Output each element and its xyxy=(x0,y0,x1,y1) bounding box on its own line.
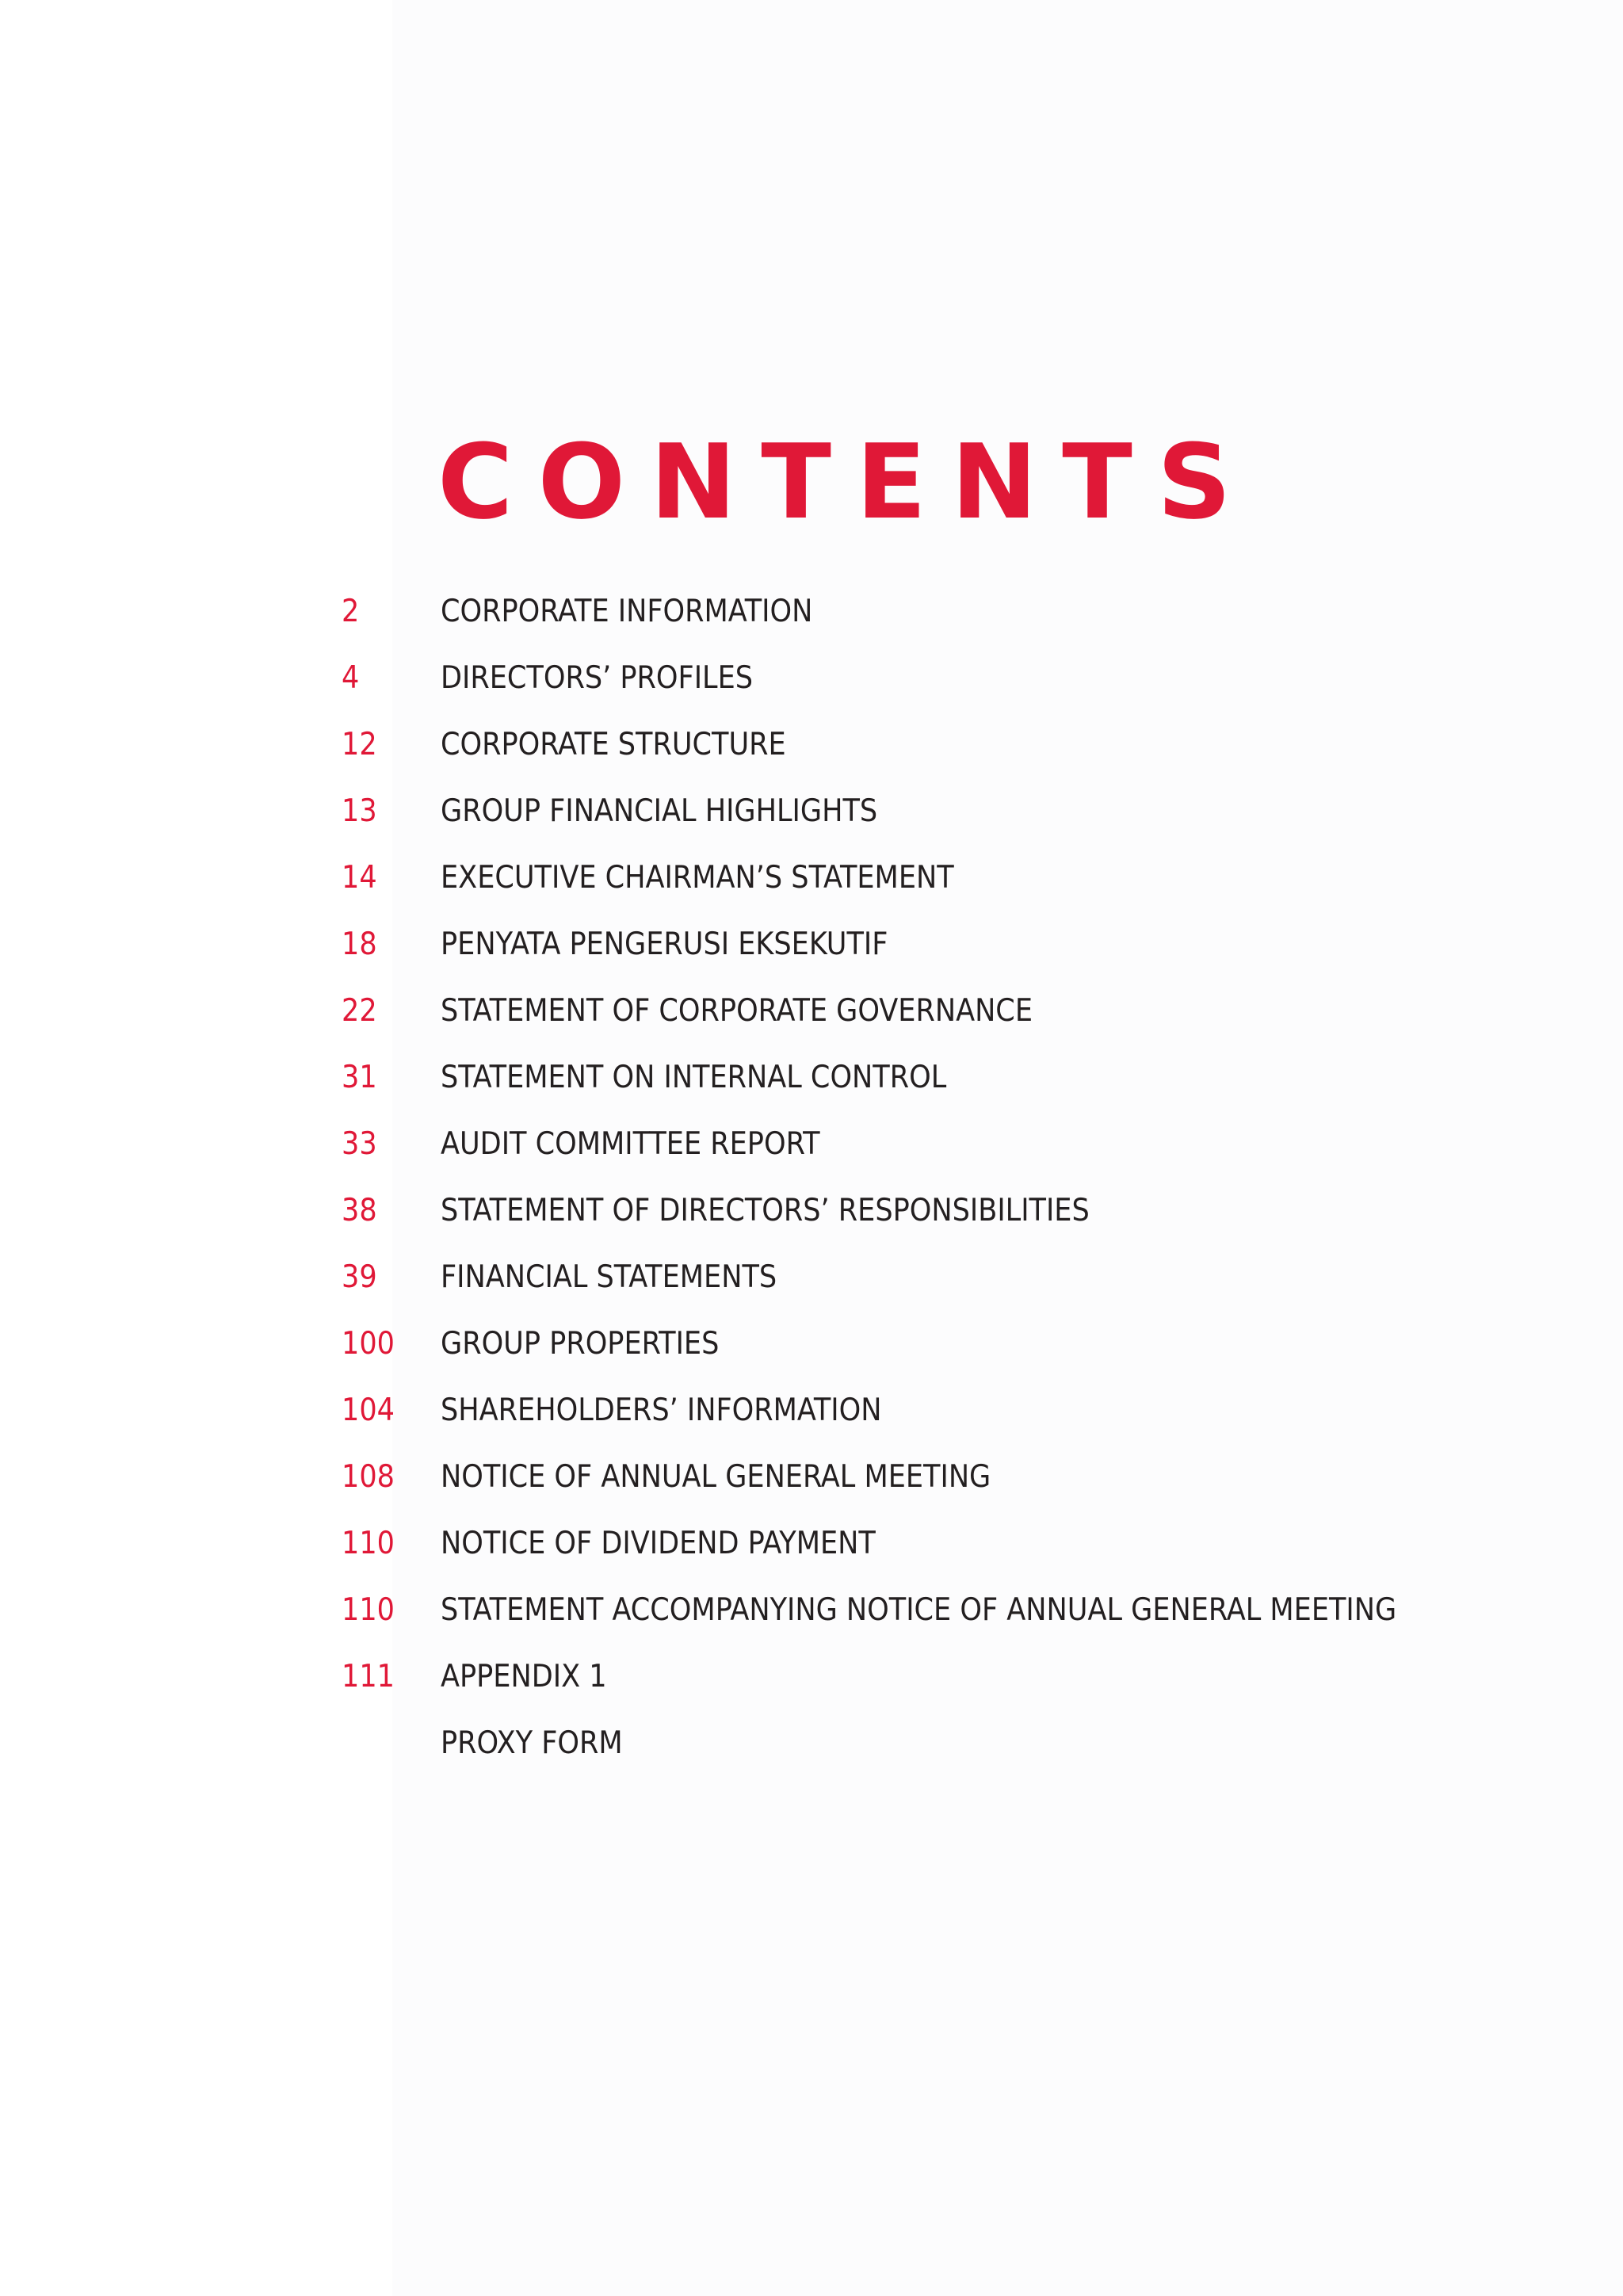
toc-entry[interactable] xyxy=(0,712,1623,778)
toc-entry[interactable] xyxy=(0,1045,1623,1111)
toc-entry-title: GROUP PROPERTIES xyxy=(441,1326,720,1362)
toc-page-number: 38 xyxy=(342,1193,377,1228)
toc-entry-title: NOTICE OF DIVIDEND PAYMENT xyxy=(441,1526,876,1561)
toc-page-number: 18 xyxy=(342,926,377,962)
toc-page-number: 39 xyxy=(342,1259,377,1295)
toc-page-number: 22 xyxy=(342,993,377,1029)
toc-entry-title: STATEMENT ACCOMPANYING NOTICE OF ANNUAL GENERAL MEETING xyxy=(441,1592,1397,1628)
toc-entry-title: APPENDIX 1 xyxy=(441,1659,607,1694)
toc-entry[interactable] xyxy=(0,645,1623,712)
toc-entry[interactable] xyxy=(0,1244,1623,1311)
toc-page-number: 108 xyxy=(342,1459,395,1495)
toc-entry-title: FINANCIAL STATEMENTS xyxy=(441,1259,777,1295)
toc-entry-title: STATEMENT ON INTERNAL CONTROL xyxy=(441,1060,947,1095)
toc-page-number: 111 xyxy=(342,1659,395,1694)
toc-page-number: 100 xyxy=(342,1326,395,1362)
toc-page-number: 110 xyxy=(342,1592,395,1628)
toc-page-number: 12 xyxy=(342,727,377,762)
toc-page-number: 14 xyxy=(342,860,377,896)
toc-page-number: 2 xyxy=(342,594,360,629)
toc-entry[interactable] xyxy=(0,1710,1623,1777)
toc-entry-title: SHAREHOLDERS’ INFORMATION xyxy=(441,1392,882,1428)
toc-entry[interactable] xyxy=(0,1178,1623,1244)
toc-entry[interactable] xyxy=(0,579,1623,645)
toc-entry-title: CORPORATE STRUCTURE xyxy=(441,727,786,762)
toc-entry[interactable] xyxy=(0,1511,1623,1577)
toc-entry[interactable] xyxy=(0,845,1623,911)
page-title: CONTENTS xyxy=(437,422,1256,542)
toc-entry[interactable] xyxy=(0,1644,1623,1710)
toc-entry[interactable] xyxy=(0,1111,1623,1178)
toc-entry[interactable] xyxy=(0,1311,1623,1377)
toc-entry[interactable] xyxy=(0,978,1623,1045)
toc-entry-title: PENYATA PENGERUSI EKSEKUTIF xyxy=(441,926,888,962)
toc-entry[interactable] xyxy=(0,1444,1623,1511)
toc-entry-title: EXECUTIVE CHAIRMAN’S STATEMENT xyxy=(441,860,954,896)
toc-entry-title: STATEMENT OF DIRECTORS’ RESPONSIBILITIES xyxy=(441,1193,1090,1228)
toc-entry[interactable] xyxy=(0,778,1623,845)
toc-entry-title: AUDIT COMMITTEE REPORT xyxy=(441,1126,820,1162)
toc-entry-title: DIRECTORS’ PROFILES xyxy=(441,660,754,696)
toc-page-number: 104 xyxy=(342,1392,395,1428)
toc-entry-title: CORPORATE INFORMATION xyxy=(441,594,813,629)
toc-entry-title: NOTICE OF ANNUAL GENERAL MEETING xyxy=(441,1459,991,1495)
toc-entry-title: GROUP FINANCIAL HIGHLIGHTS xyxy=(441,793,878,829)
table-of-contents xyxy=(0,579,1623,1777)
toc-entry[interactable] xyxy=(0,1377,1623,1444)
toc-entry-title: STATEMENT OF CORPORATE GOVERNANCE xyxy=(441,993,1033,1029)
toc-entry-title: PROXY FORM xyxy=(441,1725,623,1761)
toc-page-number: 110 xyxy=(342,1526,395,1561)
toc-entry[interactable] xyxy=(0,1577,1623,1644)
toc-page-number: 31 xyxy=(342,1060,377,1095)
toc-page-number: 4 xyxy=(342,660,360,696)
toc-page-number: 13 xyxy=(342,793,377,829)
toc-entry[interactable] xyxy=(0,911,1623,978)
toc-page-number: 33 xyxy=(342,1126,377,1162)
